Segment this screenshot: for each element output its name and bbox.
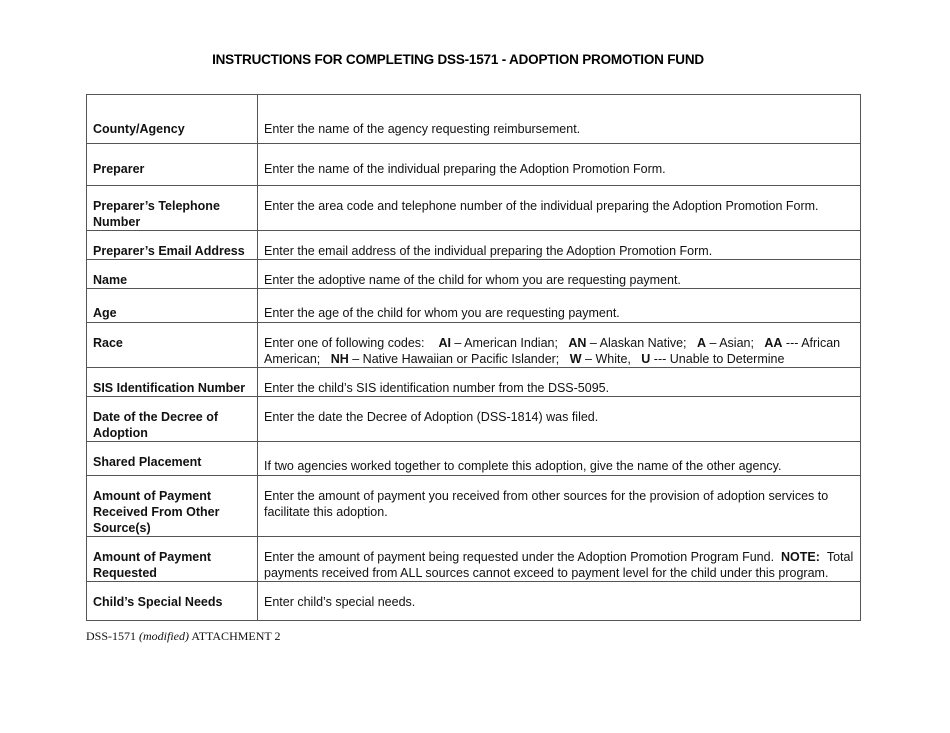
race-meaning: African American; [264, 336, 841, 366]
field-description: Enter the name of the agency requesting reimbursement. [258, 95, 861, 144]
field-description: Enter the area code and telephone number of the individual preparing the Adoption Promotion Form. [258, 186, 861, 231]
field-description: Enter the name of the individual preparing the Adoption Promotion Form. [258, 144, 861, 186]
field-label: Preparer’s Telephone Number [87, 186, 258, 231]
race-meaning: Asian; [719, 336, 754, 350]
race-meaning: Unable to Determine [669, 352, 785, 366]
race-meaning: American Indian; [464, 336, 558, 350]
race-sep: – [705, 336, 720, 350]
note-text: Total payments received from ALL sources cannot exceed to payment level for the child under this program. [264, 550, 854, 580]
table-row [87, 323, 861, 368]
field-label: Amount of Payment Received From Other Source(s) [87, 476, 258, 537]
field-label: Shared Placement [87, 442, 258, 476]
field-label: Amount of Payment Requested [87, 537, 258, 582]
field-description: Enter the email address of the individual preparing the Adoption Promotion Form. [258, 231, 861, 260]
field-description: Enter the amount of payment you received from other sources for the provision of adoption services to facilitate this adoption. [258, 476, 861, 537]
race-code: AA [764, 336, 783, 350]
form-number: DSS-1571 [86, 629, 137, 643]
modified-note: (modified) [139, 629, 190, 643]
table-row [87, 95, 861, 144]
race-meaning: Native Hawaiian or Pacific Islander; [362, 352, 560, 366]
field-description: Enter the amount of payment being requested under the Adoption Promotion Program Fund. [264, 550, 775, 564]
race-code: AI [438, 336, 451, 350]
race-meaning: Alaskan Native; [599, 336, 687, 350]
table-row [87, 144, 861, 186]
race-sep: --- [782, 336, 802, 350]
field-label: Preparer’s Email Address [87, 231, 258, 260]
race-sep: – [450, 336, 465, 350]
table-row [87, 186, 861, 231]
table-row [87, 289, 861, 323]
race-sep: – [348, 352, 363, 366]
table-row [87, 368, 861, 397]
table-row [87, 397, 861, 442]
field-label: Child’s Special Needs [87, 582, 258, 621]
table-row [87, 231, 861, 260]
field-description: Enter the date the Decree of Adoption (DSS-1814) was filed. [258, 397, 861, 442]
note-label: NOTE: [781, 550, 820, 564]
race-code: U [641, 352, 651, 366]
field-label: Race [87, 323, 258, 368]
race-sep: – [586, 336, 600, 350]
race-code: A [696, 336, 706, 350]
table-row [87, 582, 861, 621]
attachment-label: ATTACHMENT 2 [191, 629, 281, 643]
field-label: Age [87, 289, 258, 323]
field-label: County/Agency [87, 95, 258, 144]
race-code: W [569, 352, 582, 366]
race-meaning: White, [595, 352, 631, 366]
payment-requested-description [258, 537, 861, 582]
instructions-table [86, 94, 861, 621]
table-row [87, 260, 861, 289]
race-code: AN [568, 336, 587, 350]
table-row [87, 476, 861, 537]
field-description: If two agencies worked together to complete this adoption, give the name of the other agency. [258, 442, 861, 476]
race-codes-description [258, 323, 861, 368]
field-description: Enter the child’s SIS identification number from the DSS-5095. [258, 368, 861, 397]
race-sep: – [581, 352, 596, 366]
table-row [87, 537, 861, 582]
field-description: Enter the adoptive name of the child for whom you are requesting payment. [258, 260, 861, 289]
field-label: Date of the Decree of Adoption [87, 397, 258, 442]
field-description: Enter child’s special needs. [258, 582, 861, 621]
page-title: INSTRUCTIONS FOR COMPLETING DSS-1571 - ADOPTION PROMOTION FUND [212, 52, 704, 67]
page-footer [86, 629, 281, 644]
field-description: Enter the age of the child for whom you are requesting payment. [258, 289, 861, 323]
race-intro: Enter one of following codes: [264, 336, 425, 350]
race-code: NH [330, 352, 349, 366]
race-sep: --- [650, 352, 670, 366]
field-label: Name [87, 260, 258, 289]
table-row [87, 442, 861, 476]
field-label: SIS Identification Number [87, 368, 258, 397]
field-label: Preparer [87, 144, 258, 186]
